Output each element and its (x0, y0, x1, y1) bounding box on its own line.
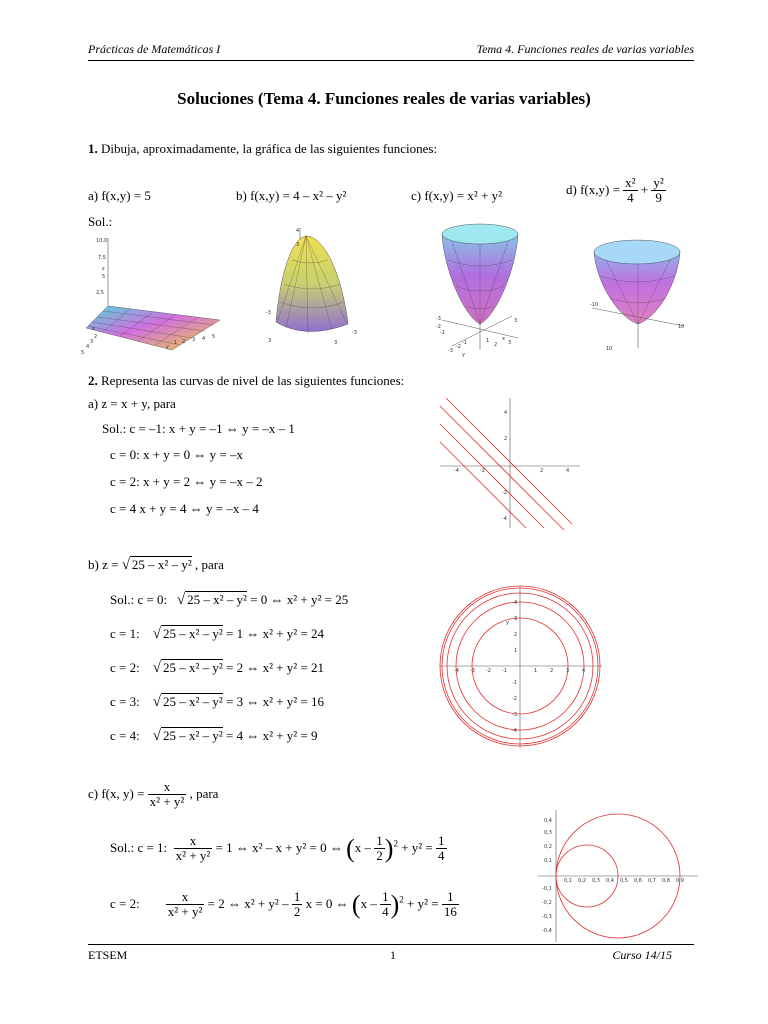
plot-2a-level-lines (440, 398, 580, 528)
svg-text:2: 2 (494, 342, 498, 348)
ex2b-label: b) z = √ 25 – x² – y² , para (88, 557, 224, 573)
footer-rule (88, 944, 694, 945)
ex2a-label: a) z = x + y, para (88, 396, 176, 411)
svg-text:4: 4 (514, 600, 518, 606)
svg-text:0,4: 0,4 (606, 878, 614, 884)
svg-text:3: 3 (90, 339, 94, 345)
svg-text:-2: -2 (480, 468, 485, 474)
svg-text:3: 3 (268, 338, 272, 344)
svg-text:-4: -4 (454, 668, 459, 674)
svg-text:5: 5 (102, 274, 106, 280)
svg-text:0,1: 0,1 (544, 858, 552, 864)
svg-text:1: 1 (534, 668, 538, 674)
page-number: 1 (390, 948, 396, 962)
svg-text:5: 5 (212, 334, 216, 340)
plot-c-paraboloid (432, 220, 528, 360)
svg-text:z: z (102, 266, 105, 272)
svg-text:1: 1 (486, 338, 490, 344)
svg-text:-1: -1 (512, 680, 517, 686)
svg-text:-2: -2 (436, 324, 441, 330)
ex1-statement: 1. Dibuja, aproximadamente, la gráfica de las siguientes funciones: (88, 141, 438, 156)
svg-text:0,7: 0,7 (648, 878, 656, 884)
svg-text:4: 4 (202, 336, 206, 342)
svg-text:-0,1: -0,1 (542, 886, 552, 892)
svg-text:-10: -10 (590, 302, 599, 308)
plot-d-paraboloid (586, 230, 690, 354)
svg-text:3: 3 (296, 242, 300, 248)
svg-text:0,3: 0,3 (592, 878, 600, 884)
svg-text:-1: -1 (462, 340, 467, 346)
svg-text:2: 2 (514, 632, 518, 638)
svg-text:-2: -2 (486, 668, 491, 674)
ex1-b: b) f(x,y) = 4 – x² – y² (236, 188, 347, 203)
svg-text:0,3: 0,3 (544, 830, 552, 836)
svg-text:1: 1 (514, 648, 518, 654)
svg-text:-3: -3 (436, 316, 441, 322)
footer-right: Curso 14/15 (612, 948, 672, 962)
plot-2b-circles (440, 586, 602, 748)
svg-text:2: 2 (182, 339, 186, 345)
svg-text:3: 3 (566, 668, 570, 674)
svg-text:y: y (462, 352, 465, 358)
svg-text:4: 4 (504, 410, 508, 416)
svg-text:4: 4 (582, 668, 586, 674)
svg-text:0,1: 0,1 (564, 878, 572, 884)
svg-text:x: x (92, 326, 95, 332)
ex2b-row-4: c = 4: √ 25 – x² – y² = 4 ⇔ x² + y² = 9 (110, 728, 318, 744)
svg-text:-3: -3 (448, 348, 453, 354)
svg-text:3: 3 (514, 318, 518, 324)
ex2a-line-3: c = 2: x + y = 2 ⇔ y = –x – 2 (110, 474, 263, 489)
ex2c-row-1: Sol.: c = 1: $\frac{x}{\text{x² + y²}}$ = 1 ⇔ x² – x + y² = 0 ⇔ (x – $\frac{1}{2}$ )$^2$ + y² = $\frac{1}{4}$ (110, 833, 445, 864)
ex1-c: c) f(x,y) = x² + y² (411, 188, 503, 203)
svg-text:-3: -3 (352, 330, 357, 336)
ex2c-row-2: c = 2: $\frac{x}{\text{x² + y²}}$ = 2 ⇔ x² + y² – $\frac{1}{2}$ x = 0 ⇔ (x – $\frac{1}{4}$ )$^2$ + y² = $\frac{1}{16}$ (110, 889, 457, 920)
svg-text:-0,4: -0,4 (542, 928, 552, 934)
svg-text:0,9: 0,9 (676, 878, 684, 884)
ex1-sol: Sol.: (88, 214, 113, 229)
ex2-statement: 2. Representa las curvas de nivel de las siguientes funciones: (88, 373, 405, 388)
ex2b-row-1: c = 1: √ 25 – x² – y² = 1 ⇔ x² + y² = 24 (110, 626, 325, 642)
svg-text:3: 3 (334, 340, 338, 346)
ex2b-row-3: c = 3: √ 25 – x² – y² = 3 ⇔ x² + y² = 16 (110, 694, 325, 710)
svg-text:-4: -4 (454, 468, 459, 474)
svg-text:y: y (166, 344, 169, 350)
svg-text:0,8: 0,8 (662, 878, 670, 884)
svg-text:-0,2: -0,2 (542, 900, 552, 906)
svg-text:0,2: 0,2 (578, 878, 586, 884)
ex2b-row-0: Sol.: c = 0: √ 25 – x² – y² = 0 ⇔ x² + y² = 25 (110, 592, 349, 608)
footer-left: ETSEM (88, 948, 128, 962)
svg-text:-2: -2 (502, 490, 507, 496)
svg-text:7,5: 7,5 (98, 255, 106, 261)
svg-text:y: y (506, 620, 509, 626)
svg-text:3: 3 (508, 340, 512, 346)
plot-2c-circles (538, 810, 698, 942)
plot-b-paraboloid (262, 224, 362, 348)
svg-text:5: 5 (81, 350, 85, 356)
svg-text:-1: -1 (502, 668, 507, 674)
svg-text:-3: -3 (512, 712, 517, 718)
svg-text:2,5: 2,5 (96, 290, 104, 296)
svg-text:0,6: 0,6 (634, 878, 642, 884)
svg-text:1: 1 (174, 340, 178, 346)
ex2c-label: c) f(x, y) = $\frac{x}{\text{x² + y²}}$ , para (88, 779, 219, 810)
svg-text:x: x (502, 336, 505, 342)
svg-text:-3: -3 (266, 310, 271, 316)
svg-text:10: 10 (678, 324, 685, 330)
svg-text:2: 2 (550, 668, 554, 674)
svg-text:10: 10 (606, 346, 613, 352)
svg-text:-1: -1 (440, 330, 445, 336)
svg-text:3: 3 (192, 337, 196, 343)
page-title: Soluciones (Tema 4. Funciones reales de varias variables) (177, 89, 591, 108)
svg-text:2: 2 (504, 436, 508, 442)
ex2a-line-1: Sol.: c = –1: x + y = –1 ⇔ y = –x – 1 (102, 421, 295, 436)
ex2a-line-4: c = 4 x + y = 4 ⇔ y = –x – 4 (110, 501, 259, 516)
plot-a-plane (80, 232, 230, 360)
svg-text:4: 4 (86, 344, 90, 350)
svg-text:-2: -2 (512, 696, 517, 702)
svg-text:0,2: 0,2 (544, 844, 552, 850)
svg-text:-0,3: -0,3 (542, 914, 552, 920)
svg-text:0,5: 0,5 (620, 878, 628, 884)
svg-text:4: 4 (296, 228, 300, 234)
svg-text:-3: -3 (470, 668, 475, 674)
header-rule (88, 60, 694, 61)
svg-text:-4: -4 (502, 516, 507, 522)
svg-text:3: 3 (514, 616, 518, 622)
svg-text:10,0: 10,0 (96, 238, 108, 244)
header-right: Tema 4. Funciones reales de varias variables (476, 42, 694, 56)
svg-text:2: 2 (94, 334, 98, 340)
header-left: Prácticas de Matemáticas I (88, 42, 221, 56)
ex2b-row-2: c = 2: √ 25 – x² – y² = 2 ⇔ x² + y² = 21 (110, 660, 325, 676)
svg-text:4: 4 (566, 468, 570, 474)
svg-text:-4: -4 (512, 728, 517, 734)
ex1-d: d) f(x,y) = $\frac{\text{x²}}{4}$ + $\frac{\text{y²}}{9}$ (566, 175, 664, 206)
svg-text:2: 2 (540, 468, 544, 474)
svg-text:0,4: 0,4 (544, 818, 552, 824)
svg-text:-2: -2 (456, 344, 461, 350)
ex2a-line-2: c = 0: x + y = 0 ⇔ y = –x (110, 447, 243, 462)
ex1-a: a) f(x,y) = 5 (88, 188, 151, 203)
